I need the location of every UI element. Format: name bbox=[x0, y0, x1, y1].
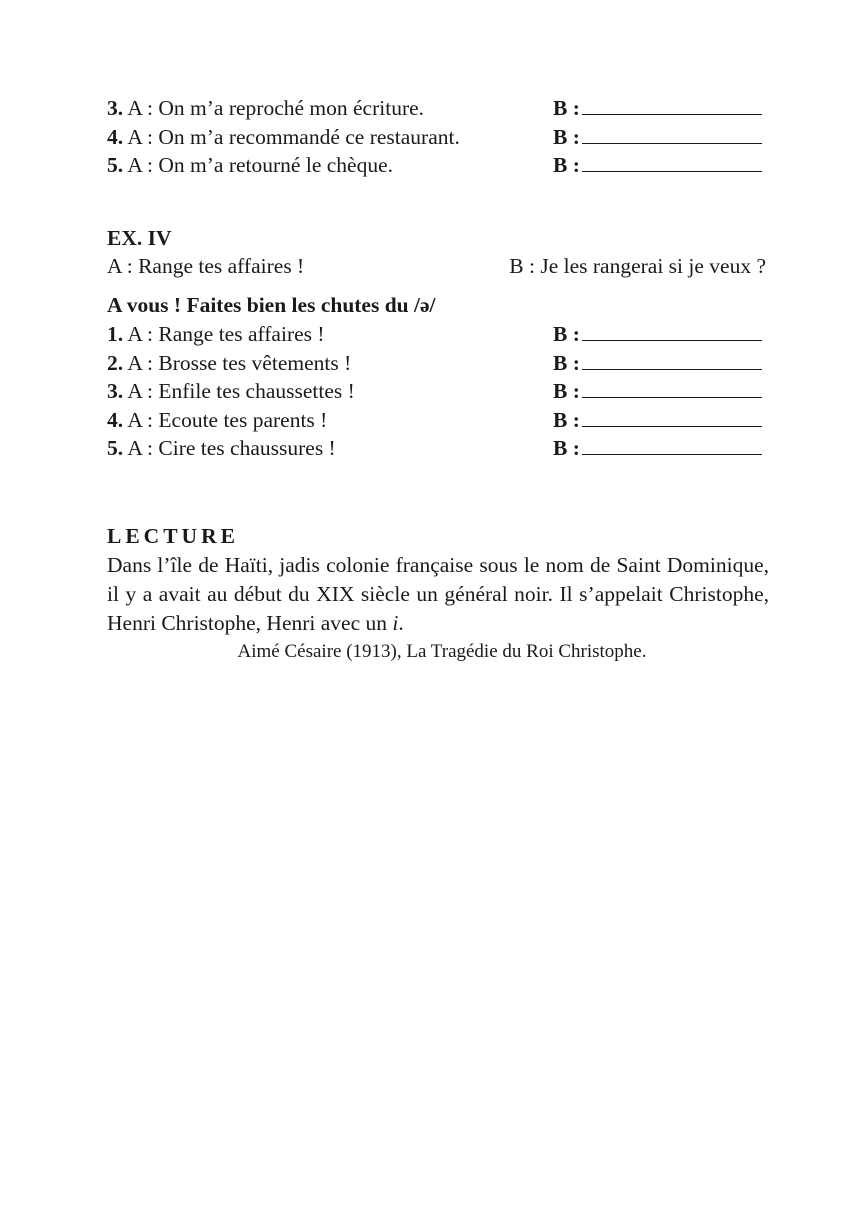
prompt-a bbox=[107, 349, 351, 378]
b-label: B : bbox=[553, 436, 580, 461]
list-item bbox=[107, 320, 769, 349]
list-item bbox=[107, 377, 769, 406]
answer-b bbox=[553, 94, 762, 123]
example-b: B : Je les rangerai si je veux ? bbox=[509, 254, 766, 279]
list-item bbox=[107, 406, 769, 435]
answer-b bbox=[553, 434, 762, 463]
item-number: 3. bbox=[107, 379, 124, 404]
answer-b bbox=[553, 123, 762, 152]
answer-b bbox=[553, 377, 762, 406]
example-a: A : Range tes affaires ! bbox=[107, 254, 305, 279]
answer-b bbox=[553, 320, 762, 349]
answer-blank[interactable] bbox=[582, 351, 762, 370]
item-number: 3. bbox=[107, 96, 124, 120]
answer-b bbox=[553, 349, 762, 378]
answer-blank[interactable] bbox=[582, 153, 762, 172]
section1-list bbox=[107, 94, 769, 180]
item-number: 5. bbox=[107, 436, 124, 461]
prompt-a bbox=[107, 434, 336, 463]
b-label: B : bbox=[553, 407, 580, 432]
item-text: A : Enfile tes chaussettes ! bbox=[127, 379, 355, 404]
answer-blank[interactable] bbox=[582, 96, 762, 115]
b-label: B : bbox=[553, 350, 580, 375]
list-item bbox=[107, 94, 769, 123]
item-text: A : On m’a recommandé ce restaurant. bbox=[127, 124, 460, 149]
citation: Aimé Césaire (1913), La Tragédie du Roi Christophe. bbox=[237, 640, 647, 662]
item-text: A : Cire tes chaussures ! bbox=[127, 436, 336, 461]
item-number: 5. bbox=[107, 153, 124, 178]
answer-b bbox=[553, 151, 762, 180]
answer-blank[interactable] bbox=[582, 125, 762, 144]
item-number: 4. bbox=[107, 407, 124, 432]
item-number: 4. bbox=[107, 124, 124, 149]
exercise-instruction: A vous ! Faites bien les chutes du /ə/ bbox=[107, 293, 436, 318]
b-label: B : bbox=[553, 124, 580, 149]
example-row bbox=[107, 252, 769, 281]
item-text: A : On m’a retourné le chèque. bbox=[127, 153, 393, 178]
item-text: A : Range tes affaires ! bbox=[127, 321, 325, 346]
list-item bbox=[107, 151, 769, 180]
answer-blank[interactable] bbox=[582, 322, 762, 341]
item-number: 2. bbox=[107, 350, 124, 375]
item-number: 1. bbox=[107, 321, 124, 346]
list-item bbox=[107, 349, 769, 378]
list-item bbox=[107, 434, 769, 463]
lecture-title: LECTURE bbox=[107, 523, 239, 548]
item-text: A : On m’a reproché mon écriture. bbox=[127, 96, 425, 120]
prompt-a bbox=[107, 406, 327, 435]
answer-blank[interactable] bbox=[582, 408, 762, 427]
lecture-section bbox=[107, 522, 769, 666]
item-text: A : Ecoute tes parents ! bbox=[127, 407, 328, 432]
lecture-text-main: Dans l’île de Haïti, jadis colonie française sous le nom de Saint Dominique, il y a avait au début du XIX siècle un général noir. Il s’appelait Christophe, Henri Christophe, Henri avec un bbox=[107, 552, 769, 635]
exercise-title: EX. IV bbox=[107, 225, 172, 250]
item-text: A : Brosse tes vêtements ! bbox=[127, 350, 352, 375]
lecture-paragraph bbox=[107, 551, 769, 638]
list-item bbox=[107, 123, 769, 152]
lecture-text-end: . bbox=[398, 610, 404, 635]
b-label: B : bbox=[553, 379, 580, 404]
prompt-a bbox=[107, 320, 325, 349]
prompt-a bbox=[107, 123, 460, 152]
b-label: B : bbox=[553, 321, 580, 346]
answer-b bbox=[553, 406, 762, 435]
page-content bbox=[107, 94, 769, 666]
prompt-a bbox=[107, 151, 393, 180]
answer-blank[interactable] bbox=[582, 436, 762, 455]
b-label: B : bbox=[553, 96, 580, 120]
lecture-text-italic: i bbox=[392, 610, 399, 635]
answer-blank[interactable] bbox=[582, 379, 762, 398]
exercise-4 bbox=[107, 224, 769, 463]
prompt-a bbox=[107, 94, 424, 123]
b-label: B : bbox=[553, 153, 580, 178]
prompt-a bbox=[107, 377, 355, 406]
